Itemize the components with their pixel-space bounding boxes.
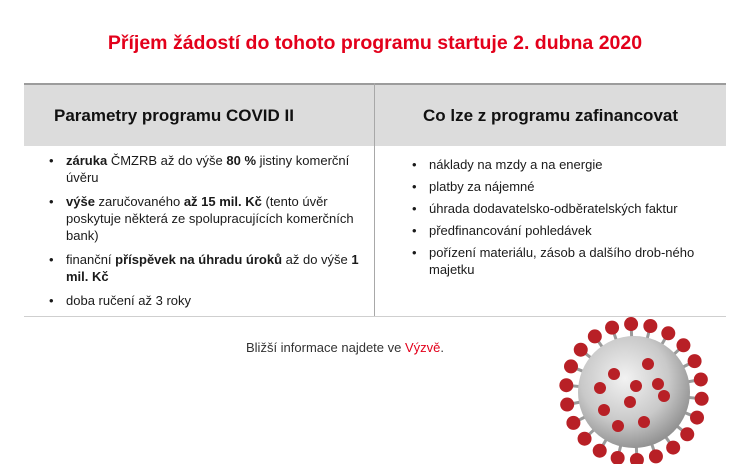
virus-spike-head	[624, 317, 638, 331]
virus-spike-head	[605, 321, 619, 335]
virus-spike-head	[578, 432, 592, 446]
virus-surface-protein	[612, 420, 624, 432]
virus-icon	[534, 296, 734, 464]
virus-spike-head	[643, 319, 657, 333]
list-item: • náklady na mzdy a na energie	[409, 156, 714, 173]
footer-end: .	[440, 340, 444, 355]
virus-spike-head	[588, 329, 602, 343]
virus-spike-head	[661, 326, 675, 340]
item-text: až do výše	[282, 252, 352, 267]
virus-surface-protein	[608, 368, 620, 380]
list-item: • platby za nájemné	[409, 178, 714, 195]
vyzva-link[interactable]: Výzvě	[404, 340, 441, 355]
list-item	[46, 193, 364, 244]
virus-surface-protein	[598, 404, 610, 416]
item-text: ČMZRB až do výše	[107, 153, 227, 168]
virus-surface-protein	[652, 378, 664, 390]
footer-note	[246, 340, 444, 355]
page-title: Příjem žádostí do tohoto programu startuje 2. dubna 2020	[107, 32, 643, 54]
virus-surface-protein	[642, 358, 654, 370]
virus-spike-head	[666, 441, 680, 455]
financing-list	[409, 156, 714, 283]
item-text: doba ručení až 3 roky	[66, 293, 192, 308]
item-bold-text: výše	[66, 194, 95, 209]
item-text: finanční	[66, 252, 116, 267]
column-divider	[374, 83, 375, 317]
virus-spike-head	[630, 453, 644, 464]
item-bold-text: 1 mil. Kč	[66, 252, 359, 284]
virus-spike-head	[574, 343, 588, 357]
virus-surface-protein	[630, 380, 642, 392]
list-item: • úhrada dodavatelsko-odběratelských faktur	[409, 200, 714, 217]
virus-spike-head	[566, 416, 580, 430]
virus-spike-head	[694, 372, 708, 386]
virus-spike-head	[688, 354, 702, 368]
virus-surface-protein	[638, 416, 650, 428]
program-table	[24, 83, 726, 317]
item-bold-text: až 15 mil. Kč	[183, 194, 262, 209]
left-column-header: Parametry programu COVID II	[54, 106, 294, 125]
coronavirus-image	[534, 296, 734, 464]
item-text: jistiny komerční úvěru	[66, 153, 350, 185]
virus-surface-protein	[624, 396, 636, 408]
list-item	[46, 152, 364, 186]
virus-spike-head	[593, 444, 607, 458]
virus-spike-head	[559, 378, 573, 392]
virus-spike-head	[676, 338, 690, 352]
item-text: (tento úvěr poskytuje některá ze spolupracujících komerčních bank)	[66, 194, 354, 243]
item-bold-text: příspěvek na úhradu úroků	[115, 252, 283, 267]
table-header	[24, 83, 726, 146]
list-item: • předfinancování pohledávek	[409, 222, 714, 239]
virus-spike-head	[560, 398, 574, 412]
list-item	[46, 292, 364, 309]
list-item: • pořízení materiálu, zásob a dalšího drob-ného majetku	[409, 244, 714, 278]
footer-text: Bližší informace najdete ve	[246, 340, 405, 355]
virus-surface-protein	[658, 390, 670, 402]
list-item	[46, 251, 364, 285]
item-text: zaručovaného	[94, 194, 184, 209]
virus-spike-head	[611, 451, 625, 464]
parameters-list	[46, 152, 364, 316]
virus-spike-head	[680, 427, 694, 441]
item-bold-text: 80 %	[226, 153, 257, 168]
virus-spike-head	[649, 449, 663, 463]
virus-spike-head	[564, 359, 578, 373]
virus-spike-head	[690, 411, 704, 425]
virus-spike-head	[695, 392, 709, 406]
right-column-header: Co lze z programu zafinancovat	[422, 106, 679, 125]
virus-surface-protein	[594, 382, 606, 394]
item-bold-text: záruka	[66, 153, 108, 168]
